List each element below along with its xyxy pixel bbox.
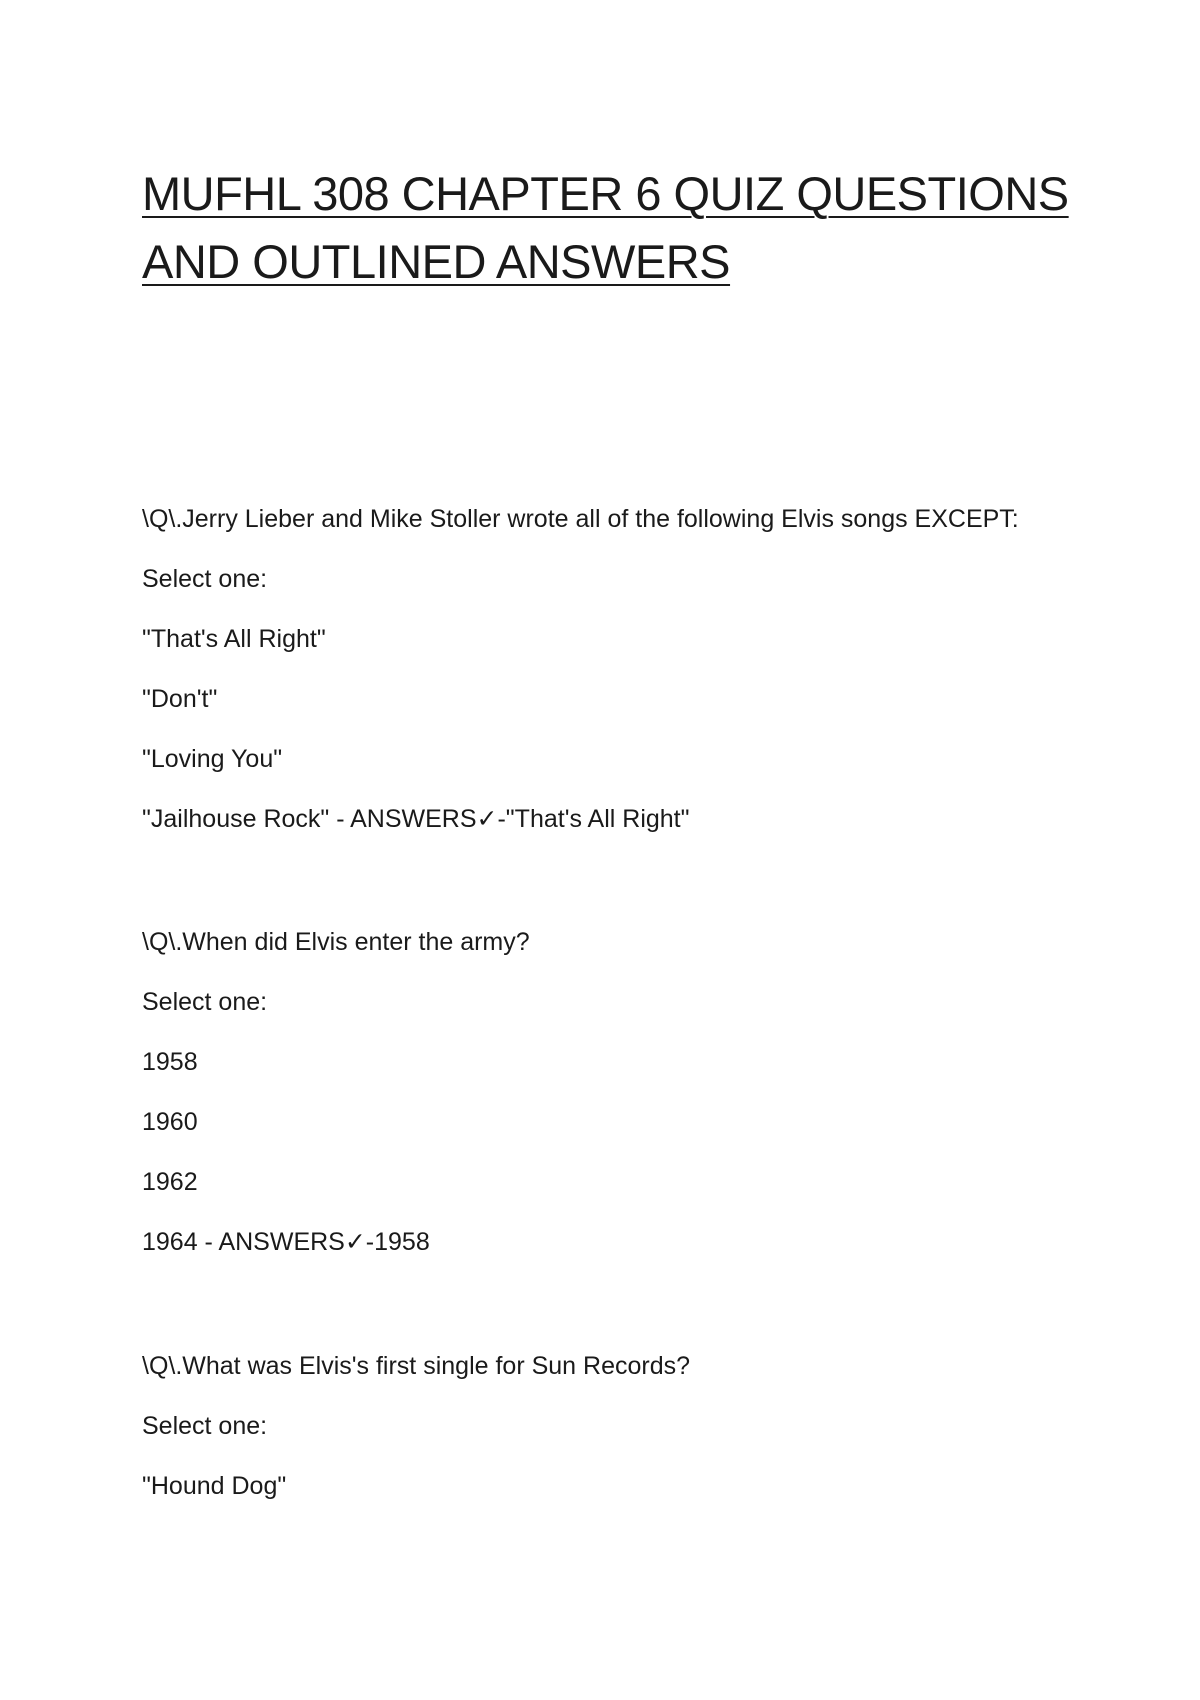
document-title: [142, 160, 1069, 296]
question-block-1: [142, 502, 1102, 862]
question-text: \Q\.What was Elvis's first single for Sun Records?: [142, 1352, 691, 1380]
select-prompt: Select one:: [142, 1412, 268, 1440]
select-prompt: Select one:: [142, 988, 268, 1016]
question-block-3: [142, 1349, 1102, 1529]
select-prompt: Select one:: [142, 565, 268, 593]
title-line-1: MUFHL 308 CHAPTER 6 QUIZ QUESTIONS: [142, 167, 1069, 220]
answer-option: 1958: [142, 1048, 198, 1076]
answer-option: 1960: [142, 1108, 198, 1136]
question-text: \Q\.Jerry Lieber and Mike Stoller wrote all of the following Elvis songs EXCEPT:: [142, 505, 1019, 533]
answer-option: "Hound Dog": [142, 1472, 287, 1500]
question-block-2: [142, 925, 1102, 1285]
answer-option-with-key: 1964 - ANSWERS✓-1958: [142, 1228, 430, 1256]
title-line-2: AND OUTLINED ANSWERS: [142, 235, 731, 288]
answer-option: 1962: [142, 1168, 198, 1196]
answer-option: "Loving You": [142, 745, 283, 773]
answer-option: "That's All Right": [142, 625, 326, 653]
question-text: \Q\.When did Elvis enter the army?: [142, 928, 530, 956]
answer-option: "Don't": [142, 685, 218, 713]
answer-option-with-key: "Jailhouse Rock" - ANSWERS✓-"That's All Right": [142, 805, 690, 833]
